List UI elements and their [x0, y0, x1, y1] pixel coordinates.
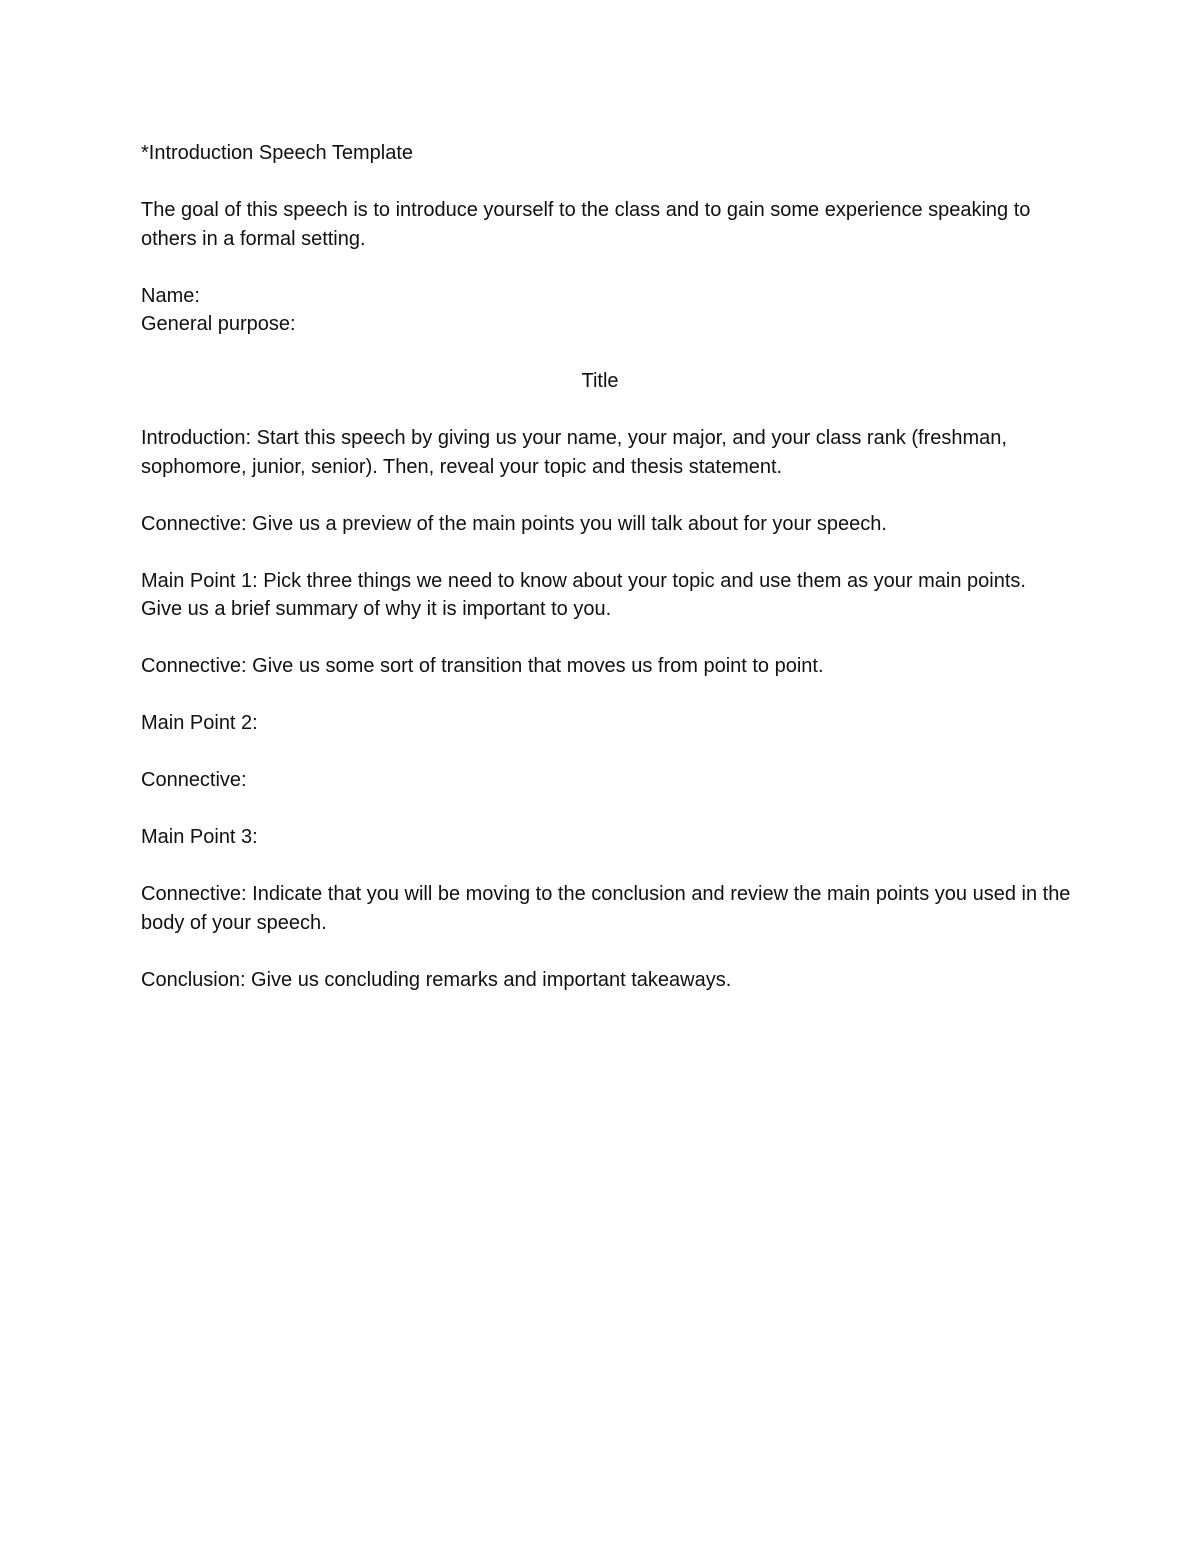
connective-transition: Connective: Give us some sort of transition that moves us from point to point.: [141, 655, 824, 677]
main-point-1: Main Point 1: Pick three things we need to know about your topic and use them as your main points. Give us a brief summary of why it is important to you.: [141, 569, 1026, 620]
conclusion-paragraph: Conclusion: Give us concluding remarks and important takeaways.: [141, 968, 732, 991]
main-point-2: Main Point 2:: [141, 712, 258, 734]
document-heading: *Introduction Speech Template: [141, 142, 414, 164]
general-purpose-label: General purpose:: [141, 313, 296, 335]
speech-title: Title: [581, 370, 619, 392]
name-purpose-block: [141, 282, 1071, 339]
connective-blank: Connective:: [141, 769, 247, 791]
introduction-paragraph: Introduction: Start this speech by giving us your name, your major, and your class rank (freshman, sophomore, junior, senior). Then, reveal your topic and thesis statement.: [141, 427, 1007, 478]
name-label: Name:: [141, 284, 200, 307]
connective-review: Connective: Indicate that you will be moving to the conclusion and review the main points you used in the body of your speech.: [141, 883, 1071, 934]
connective-preview: Connective: Give us a preview of the main points you will talk about for your speech.: [141, 512, 887, 535]
document-body: [141, 139, 1071, 1023]
main-point-3: Main Point 3:: [141, 826, 258, 848]
goal-paragraph: The goal of this speech is to introduce yourself to the class and to gain some experience speaking to others in a formal setting.: [141, 199, 1031, 250]
